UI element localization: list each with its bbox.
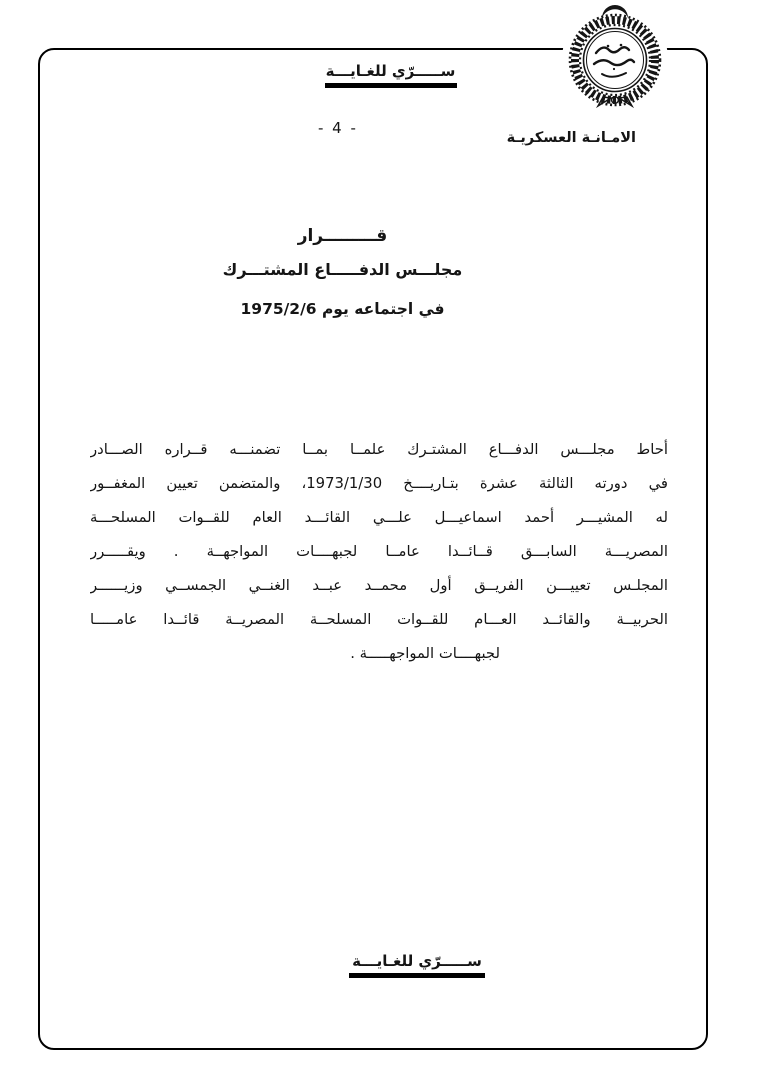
page-number: - 4 -: [318, 119, 358, 137]
title-council: مجلـــس الدفـــــاع المشتـــرك: [222, 260, 463, 279]
body-line: أحاط مجلـــس الدفـــاع المشتـرك علمــا بمــا تضمنـــه قــراره الصـــادر: [90, 441, 668, 458]
resolution-body: [90, 433, 668, 671]
resolution-title-block: [170, 226, 515, 318]
body-line: المجلـس تعييـــن الفريــق أول محمــد عبــد الغنــي الجمســي وزيــــــر: [90, 577, 668, 594]
body-line: في دورته الثالثة عشرة بتـاريــــخ 1973/1/30، والمتضمن تعيين المغفــور: [90, 475, 668, 492]
classification-underline: [349, 973, 485, 978]
arab-league-emblem-icon: [558, 1, 672, 115]
body-line: له المشيـــر أحمد اسماعيـــل علـــي القائـــد العام للقــوات المسلحـــة: [90, 509, 668, 526]
classification-banner-top: [288, 62, 493, 88]
title-decree: قـــــــــرار: [297, 226, 388, 246]
body-line-last: لجبهــــات المواجهـــــة .: [350, 645, 500, 662]
title-session-date: في اجتماعه يوم 1975/2/6: [240, 300, 445, 318]
department-label: الامـانـة العسكريـة: [506, 130, 636, 146]
classification-label: ســـــرّي للغـايـــة: [352, 952, 482, 970]
classification-label: ســـــرّي للغـايـــة: [325, 62, 456, 80]
body-line: الحربيــة والقائــد العـــام للقــوات المسلحــة المصريــة قائــدا عامـــــا: [90, 611, 668, 628]
classification-banner-bottom: [312, 952, 522, 978]
classification-underline: [325, 83, 457, 88]
body-line: المصريـــة السابـــق قــائــدا عامــا لجبهــــات المواجهــة . ويقـــــرر: [90, 543, 668, 560]
